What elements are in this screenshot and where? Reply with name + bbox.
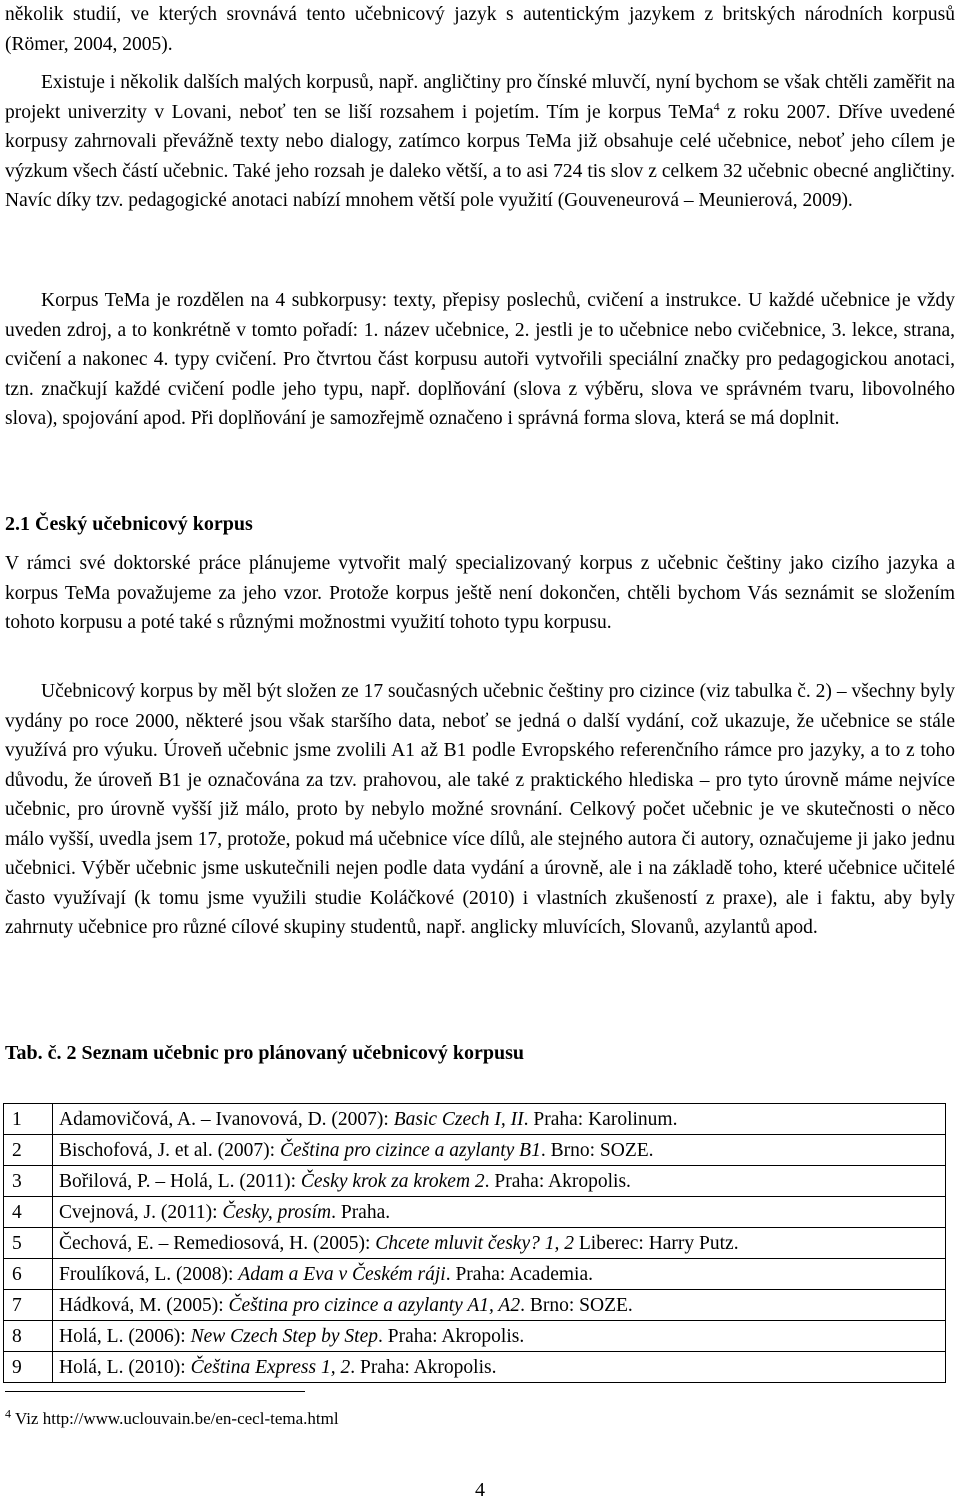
paragraph-tema-part-a: Existuje i několik dalších malých korpusů, např. angličtiny pro čínské mluvčí, nyní bychom se však chtěli zaměřit na projekt univerzity v Lovani, neboť ten se liší rozsahem i pojetím. Tím je korpus TeMa [5,72,955,123]
footnote-reference[interactable]: 4 [713,99,720,113]
citation-publisher: . Praha. [331,1201,391,1223]
table-row [4,1321,946,1352]
page-number: 4 [475,1479,485,1501]
citation-title: Česky krok za krokem 2 [300,1170,485,1192]
footnote-divider [5,1391,305,1392]
row-number: 5 [4,1228,53,1259]
row-number: 1 [4,1104,53,1135]
citation-title: Čeština pro cizince a azylanty B1 [279,1139,541,1161]
citation-publisher: . Brno: SOZE. [520,1294,633,1316]
citation-author: Bořilová, P. – Holá, L. (2011): [59,1170,301,1192]
citation-author: Adamovičová, A. – Ivanovová, D. (2007): [59,1108,394,1130]
citation-author: Hádková, M. (2005): [59,1294,229,1316]
citation-author: Froulíková, L. (2008): [59,1263,239,1285]
citation-author: Holá, L. (2006): [59,1325,191,1347]
paragraph-tema-structure: Korpus TeMa je rozdělen na 4 subkorpusy: texty, přepisy poslechů, cvičení a instrukce. U každé učebnice je vždy uveden zdroj, a to konkrétně v tomto pořadí: 1. název učebnice, 2. jestli je to učebnice nebo cvičebnice, 3. lekce, strana, cvičení a nakonec 4. typy cvičení. Pro čtvrtou část korpusu autoři vytvořili speciální značky pro pedagogickou anotaci, tzn. značkují každé cvičení podle jeho typu, např. doplňování (slova z výběru, slova ve správném tvaru, libovolného slova), spojování apod. Při doplňování je samozřejmě označeno i správná forma slova, která se má doplnit. [5,290,955,429]
row-citation [53,1228,946,1259]
citation-publisher: . Praha: Akropolis. [350,1356,497,1378]
paragraph-czech-corpus-plan: V rámci své doktorské práce plánujeme vytvořit malý specializovaný korpus z učebnic češtiny jako cizího jazyka a korpus TeMa považujeme za jeho vzor. Protože korpus ještě není dokončen, chtěli bychom Vás seznámit se složením tohoto korpusu a poté také s různými možnostmi využití tohoto typu korpusu. [5,553,955,633]
citation-publisher: . Praha: Karolinum. [523,1108,678,1130]
citation-title: New Czech Step by Step [190,1325,378,1347]
citation-author: Čechová, E. – Remediosová, H. (2005): [59,1232,376,1254]
footnote-text[interactable]: Viz http://www.uclouvain.be/en-cecl-tema.html [14,1409,339,1428]
citation-author: Bischofová, J. et al. (2007): [59,1139,280,1161]
footnote-number: 4 [5,1406,11,1421]
row-citation [53,1259,946,1290]
paragraph-textbook-selection: Učebnicový korpus by měl být složen ze 17 současných učebnic češtiny pro cizince (viz tabulka č. 2) – všechny byly vydány po roce 2000, některé jsou však staršího data, neboť se jedná o další vydání, což ukazuje, že učebnice se stále využívá pro výuku. Úroveň učebnic jsme zvolili A1 až B1 podle Evropského referenčního rámce pro jazyky, a to z toho důvodu, že úroveň B1 je označována za tzv. prahovou, ale také z praktického hlediska – pro tyto úrovně máme nejvíce učebnic, pro úrovně vyšší již málo, proto by nebylo možné srovnání. Celkový počet učebnic je ve skutečnosti o něco málo vyšší, uvedla jsem 17, protože, pokud má učebnice více dílů, ale stejného autora či autory, označujeme ji jako jednu učebnici. Výběr učebnic jsme uskutečnili nejen podle data vydání a úrovně, ale i na základě toho, které učebnice učitelé často využívají (k tomu jsme využili studie Koláčkové (2010) i vlastních zkušeností z praxe), ale i faktu, aby byly zahrnuty učebnice pro různé cílové skupiny studentů, např. anglicky mluvících, Slovanů, azylantů apod. [5,681,955,938]
textbook-table [3,1103,946,1383]
citation-title: Česky, prosím [222,1201,332,1223]
citation-publisher: . Praha: Akropolis. [377,1325,525,1347]
row-citation [53,1321,946,1352]
row-number: 3 [4,1166,53,1197]
row-citation [53,1352,946,1383]
row-number: 9 [4,1352,53,1383]
citation-author: Cvejnová, J. (2011): [59,1201,223,1223]
row-number: 7 [4,1290,53,1321]
table-row [4,1259,946,1290]
citation-title: Adam a Eva v Českém ráji [238,1263,446,1285]
table-row [4,1290,946,1321]
section-heading: 2.1 Český učebnicový korpus [5,513,253,535]
row-number: 6 [4,1259,53,1290]
row-number: 2 [4,1135,53,1166]
row-number: 8 [4,1321,53,1352]
paragraph-tema-corpus [5,68,955,216]
citation-title: Čeština pro cizince a azylanty A1, A2 [228,1294,521,1316]
row-citation [53,1166,946,1197]
table-row [4,1104,946,1135]
row-citation [53,1290,946,1321]
table-row [4,1228,946,1259]
table-caption: Tab. č. 2 Seznam učebnic pro plánovaný učebnicový korpusu [5,1042,524,1064]
citation-publisher: Liberec: Harry Putz. [573,1232,739,1254]
row-citation [53,1135,946,1166]
row-number: 4 [4,1197,53,1228]
table-row [4,1197,946,1228]
citation-title: Basic Czech I, II [393,1108,524,1130]
table-row [4,1352,946,1383]
row-citation [53,1104,946,1135]
citation-publisher: . Praha: Academia. [445,1263,593,1285]
paragraph-intro-continued: několik studií, ve kterých srovnává tento učebnicový jazyk s autentickým jazykem z britských národních korpusů (Römer, 2004, 2005). [5,4,955,55]
table-row [4,1166,946,1197]
citation-title: Chcete mluvit česky? 1, 2 [375,1232,574,1254]
paragraph-tema-part-b: z roku 2007. Dříve uvedené korpusy zahrnovali převážně texty nebo dialogy, zatímco korpus TeMa již obsahuje celé učebnice, neboť jeho cílem je výzkum všech částí učebnic. Také jeho rozsah je daleko větší, a to asi 724 tis slov z celkem 32 učebnic obecné angličtiny. Navíc díky tzv. pedagogické anotaci nabízí mnohem větší pole využití (Gouveneurová – Meunierová, 2009). [5,101,955,211]
footnote [5,1407,339,1431]
row-citation [53,1197,946,1228]
citation-title: Čeština Express 1, 2 [190,1356,351,1378]
citation-publisher: . Brno: SOZE. [540,1139,654,1161]
table-row [4,1135,946,1166]
citation-author: Holá, L. (2010): [59,1356,191,1378]
citation-publisher: . Praha: Akropolis. [484,1170,631,1192]
